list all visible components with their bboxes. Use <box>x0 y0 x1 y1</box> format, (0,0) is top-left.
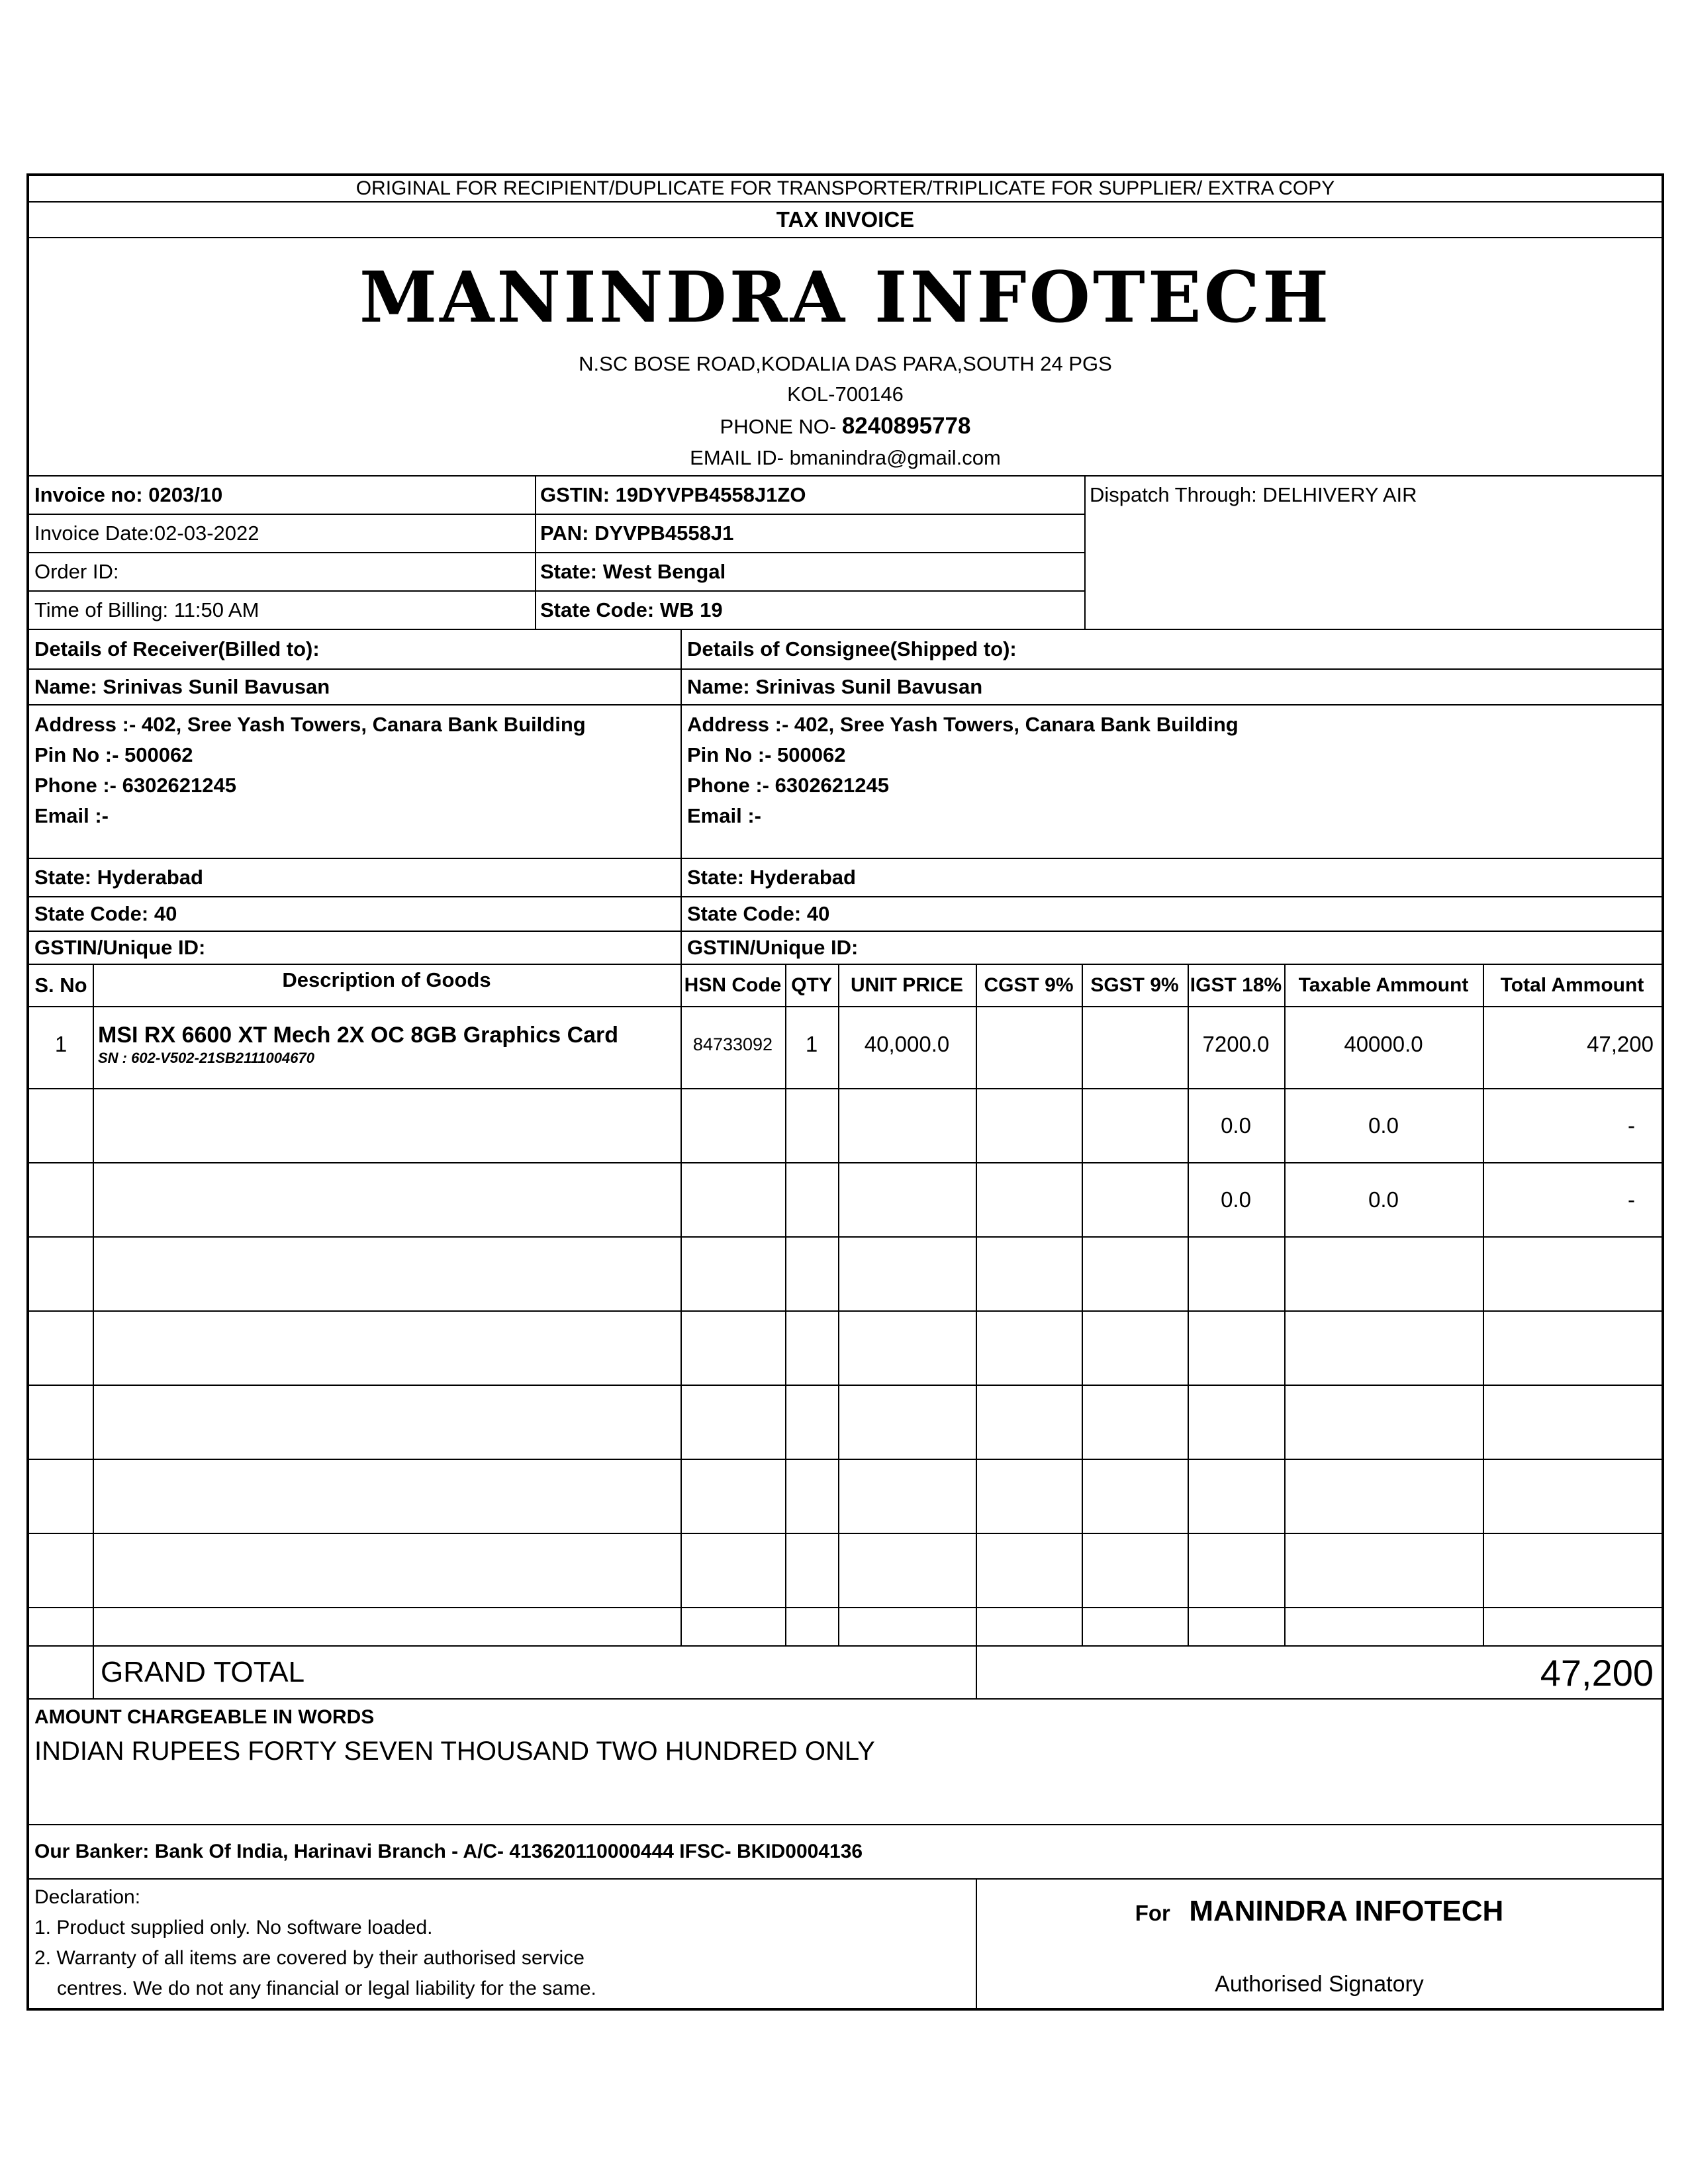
col-header-total-amount: Total Ammount <box>1500 974 1644 996</box>
receiver-gstin: GSTIN/Unique ID: <box>34 936 206 959</box>
amount-in-words-label: AMOUNT CHARGEABLE IN WORDS <box>34 1706 375 1728</box>
receiver-phone: Phone :- 6302621245 <box>34 774 237 797</box>
grand-total-value: 47,200 <box>1540 1651 1654 1694</box>
declaration-block <box>34 1882 968 2004</box>
row-1-sno: 1 <box>54 1032 68 1056</box>
table-row <box>29 1385 1662 1386</box>
consignee-phone: Phone :- 6302621245 <box>687 774 890 797</box>
authorised-signatory: Authorised Signatory <box>1215 1972 1424 1997</box>
consignee-address-block <box>687 709 1654 831</box>
seller-state-code: State Code: WB 19 <box>540 598 723 621</box>
receiver-email: Email :- <box>34 804 109 827</box>
row-3-igst: 0.0 <box>1221 1187 1251 1212</box>
row-1-hsn: 84733092 <box>692 1034 773 1054</box>
row-3-taxable: 0.0 <box>1368 1187 1399 1212</box>
copy-line: ORIGINAL FOR RECIPIENT/DUPLICATE FOR TRANSPORTER/TRIPLICATE FOR SUPPLIER/ EXTRA COPY <box>355 177 1335 199</box>
phone-number: 8240895778 <box>841 413 971 439</box>
consignee-address: Address :- 402, Sree Yash Towers, Canara Bank Building <box>687 713 1239 736</box>
consignee-email: Email :- <box>687 804 761 827</box>
row-1-unit-price: 40,000.0 <box>864 1032 950 1056</box>
consignee-gstin: GSTIN/Unique ID: <box>687 936 859 959</box>
declaration-line-1: 1. Product supplied only. No software loaded. <box>34 1917 433 1938</box>
consignee-heading: Details of Consignee(Shipped to): <box>687 637 1017 660</box>
time-of-billing: Time of Billing: 11:50 AM <box>34 598 259 621</box>
signature-company-line <box>977 1888 1662 1935</box>
receiver-pin: Pin No :- 500062 <box>34 743 193 766</box>
for-label: For <box>1135 1901 1170 1925</box>
row-1-total: 47,200 <box>1587 1032 1654 1056</box>
receiver-state-code: State Code: 40 <box>34 902 177 925</box>
grand-total-label: GRAND TOTAL <box>101 1656 305 1688</box>
consignee-state-code: State Code: 40 <box>687 902 830 925</box>
row-1-taxable: 40000.0 <box>1344 1032 1423 1056</box>
row-1-qty: 1 <box>805 1032 818 1056</box>
order-id: Order ID: <box>34 560 119 583</box>
receiver-heading: Details of Receiver(Billed to): <box>34 637 320 660</box>
consignee-name: Name: Srinivas Sunil Bavusan <box>687 675 983 698</box>
invoice-frame <box>26 173 1664 2011</box>
col-header-sgst: SGST 9% <box>1090 974 1179 996</box>
col-header-cgst: CGST 9% <box>984 974 1074 996</box>
email-line: EMAIL ID- bmanindra@gmail.com <box>690 446 1001 469</box>
col-header-description: Description of Goods <box>282 968 491 991</box>
amount-in-words-value: INDIAN RUPEES FORTY SEVEN THOUSAND TWO HUNDRED ONLY <box>34 1736 875 1766</box>
declaration-line-2: 2. Warranty of all items are covered by their authorised service <box>34 1947 585 1969</box>
table-row <box>29 1607 1662 1608</box>
row-1-igst: 7200.0 <box>1202 1032 1270 1056</box>
row-1-product-name: MSI RX 6600 XT Mech 2X OC 8GB Graphics Card <box>98 1023 619 1048</box>
declaration-title: Declaration: <box>34 1886 141 1908</box>
consignee-pin: Pin No :- 500062 <box>687 743 846 766</box>
receiver-address: Address :- 402, Sree Yash Towers, Canara Bank Building <box>34 713 586 736</box>
row-3-total: - <box>1628 1187 1635 1212</box>
receiver-name: Name: Srinivas Sunil Bavusan <box>34 675 330 698</box>
gstin: GSTIN: 19DYVPB4558J1ZO <box>540 483 806 506</box>
col-header-igst: IGST 18% <box>1190 974 1282 996</box>
invoice-date: Invoice Date:02-03-2022 <box>34 522 259 545</box>
col-header-sno: S. No <box>34 974 87 997</box>
invoice-number: Invoice no: 0203/10 <box>34 483 223 506</box>
address-line-1: N.SC BOSE ROAD,KODALIA DAS PARA,SOUTH 24 PGS <box>579 352 1112 375</box>
signature-company: MANINDRA INFOTECH <box>1189 1895 1504 1927</box>
row-1-description <box>98 1022 674 1068</box>
row-2-taxable: 0.0 <box>1368 1113 1399 1138</box>
table-row <box>29 1310 1662 1312</box>
phone-line <box>29 410 1662 442</box>
row-1-cgst <box>976 1007 1082 1081</box>
dispatch-through: Dispatch Through: DELHIVERY AIR <box>1090 483 1417 506</box>
declaration-line-3: centres. We do not any financial or legal liability for the same. <box>57 1978 596 1999</box>
row-1-sgst <box>1082 1007 1188 1081</box>
company-name: MANINDRA INFOTECH <box>359 255 1332 338</box>
col-header-qty: QTY <box>791 974 832 996</box>
receiver-address-block <box>34 709 677 831</box>
table-row <box>29 1459 1662 1460</box>
phone-label: PHONE NO- <box>720 415 842 438</box>
receiver-state: State: Hyderabad <box>34 866 203 889</box>
address-line-2: KOL-700146 <box>787 383 904 406</box>
seller-state: State: West Bengal <box>540 560 726 583</box>
consignee-state: State: Hyderabad <box>687 866 856 889</box>
banker-details: Our Banker: Bank Of India, Harinavi Branch - A/C- 413620110000444 IFSC- BKID0004136 <box>34 1841 863 1862</box>
row-2-total: - <box>1628 1113 1635 1138</box>
col-header-hsn: HSN Code <box>684 974 782 996</box>
pan: PAN: DYVPB4558J1 <box>540 522 734 545</box>
table-row <box>29 1533 1662 1534</box>
doc-type-title: TAX INVOICE <box>776 207 915 232</box>
col-header-taxable-amount: Taxable Ammount <box>1298 974 1469 996</box>
row-2-igst: 0.0 <box>1221 1113 1251 1138</box>
row-1-serial-number: SN : 602-V502-21SB2111004670 <box>98 1050 314 1066</box>
col-header-unit-price: UNIT PRICE <box>850 974 963 996</box>
